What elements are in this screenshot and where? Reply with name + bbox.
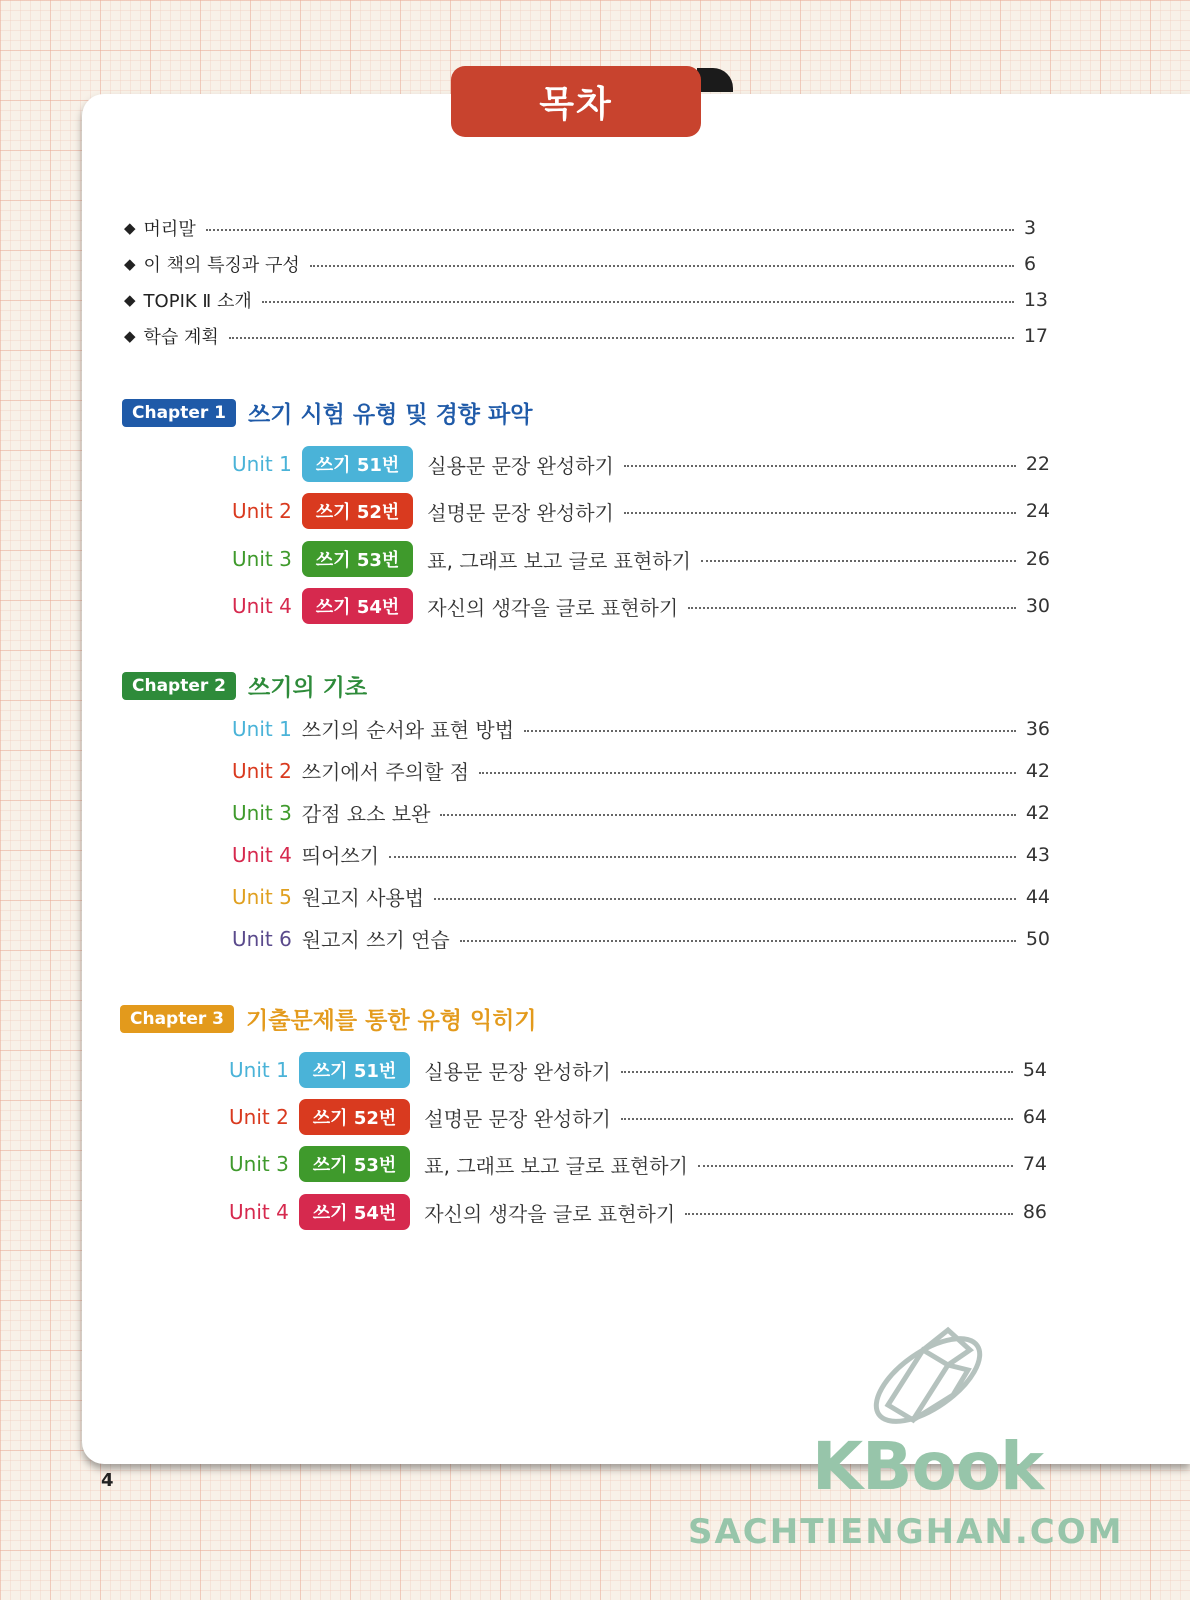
unit-label: Unit 4: [232, 842, 292, 867]
toc-entry-page: 36: [1025, 717, 1050, 740]
toc-entry-page: 64: [1022, 1106, 1047, 1128]
chapter-title: 쓰기의 기초: [248, 675, 368, 701]
page-number: 4: [101, 1470, 114, 1491]
unit-title: 설명문 문장 완성하기: [424, 1106, 611, 1131]
unit-title: 원고지 사용법: [301, 886, 425, 910]
unit-label: Unit 1: [229, 1058, 289, 1082]
unit-label: Unit 3: [232, 547, 292, 571]
toc-entry-label: 머리말: [143, 219, 196, 240]
leader-dots: [460, 940, 1016, 942]
unit-title: 원고지 쓰기 연습: [301, 928, 450, 952]
toc-entry-ch1-unit3[interactable]: [232, 541, 1050, 577]
chapter-title: 기출문제를 통한 유형 익히기: [246, 1008, 537, 1034]
leader-dots: [206, 229, 1014, 231]
toc-entry-page: 43: [1025, 843, 1050, 866]
unit-label: Unit 1: [232, 452, 292, 476]
toc-entry-page: 74: [1022, 1153, 1047, 1175]
diamond-bullet-icon: ◆: [124, 291, 136, 309]
toc-entry-ch3-unit2[interactable]: [229, 1099, 1047, 1135]
chapter-3-heading[interactable]: [120, 1002, 537, 1035]
toc-entry-label: 이 책의 특징과 구성: [143, 255, 300, 276]
toc-entry-label: TOPIK Ⅱ 소개: [143, 291, 252, 312]
unit-label: Unit 4: [232, 594, 292, 618]
toc-entry-page: 42: [1025, 759, 1050, 782]
question-tag: 쓰기 53번: [302, 541, 413, 577]
toc-entry-front-3[interactable]: [124, 286, 1048, 314]
unit-label: Unit 2: [229, 1105, 289, 1129]
toc-entry-page: 3: [1024, 217, 1037, 239]
unit-label: Unit 4: [229, 1200, 289, 1224]
toc-entry-ch1-unit4[interactable]: [232, 588, 1050, 624]
toc-entry-page: 54: [1022, 1059, 1047, 1081]
leader-dots: [698, 1165, 1013, 1167]
leader-dots: [310, 265, 1014, 267]
leader-dots: [440, 814, 1015, 816]
unit-title: 자신의 생각을 글로 표현하기: [424, 1201, 676, 1226]
unit-title: 자신의 생각을 글로 표현하기: [427, 595, 679, 620]
question-tag: 쓰기 52번: [299, 1099, 410, 1135]
leader-dots: [434, 898, 1016, 900]
leader-dots: [389, 856, 1016, 858]
toc-entry-page: 17: [1023, 325, 1048, 347]
unit-label: Unit 2: [232, 758, 292, 783]
toc-entry-ch2-unit1[interactable]: [232, 714, 1050, 743]
unit-label: Unit 3: [229, 1152, 289, 1176]
unit-title: 설명문 문장 완성하기: [427, 500, 614, 525]
chapter-title: 쓰기 시험 유형 및 경향 파악: [248, 402, 533, 428]
leader-dots: [624, 465, 1016, 467]
leader-dots: [229, 337, 1014, 339]
toc-entry-ch3-unit1[interactable]: [229, 1052, 1047, 1088]
leader-dots: [688, 607, 1016, 609]
leader-dots: [685, 1213, 1013, 1215]
leader-dots: [479, 772, 1016, 774]
toc-entry-ch2-unit2[interactable]: [232, 756, 1050, 785]
question-tag: 쓰기 54번: [302, 588, 413, 624]
chapter-2-heading[interactable]: [122, 669, 367, 702]
diamond-bullet-icon: ◆: [124, 255, 136, 273]
unit-title: 실용문 문장 완성하기: [424, 1059, 611, 1084]
question-tag: 쓰기 52번: [302, 493, 413, 529]
unit-title: 표, 그래프 보고 글로 표현하기: [424, 1153, 688, 1178]
toc-entry-page: 42: [1025, 801, 1050, 824]
unit-title: 실용문 문장 완성하기: [427, 453, 614, 478]
toc-entry-page: 86: [1022, 1201, 1047, 1223]
toc-entry-label: 학습 계획: [143, 327, 219, 348]
toc-entry-ch1-unit1[interactable]: [232, 446, 1050, 482]
leader-dots: [701, 560, 1016, 562]
unit-label: Unit 1: [232, 716, 292, 741]
chapter-badge: Chapter 1: [122, 399, 236, 427]
question-tag: 쓰기 51번: [302, 446, 413, 482]
diamond-bullet-icon: ◆: [124, 327, 136, 345]
toc-entry-page: 30: [1025, 595, 1050, 617]
toc-entry-front-4[interactable]: [124, 322, 1048, 350]
leader-dots: [624, 512, 1016, 514]
unit-title: 띄어쓰기: [301, 844, 380, 868]
diamond-bullet-icon: ◆: [124, 219, 136, 237]
watermark-brand: KBook: [812, 1428, 1044, 1505]
toc-entry-ch3-unit4[interactable]: [229, 1194, 1047, 1230]
title-tab-fold: [697, 68, 733, 92]
question-tag: 쓰기 51번: [299, 1052, 410, 1088]
toc-entry-ch2-unit3[interactable]: [232, 798, 1050, 827]
toc-entry-front-1[interactable]: [124, 214, 1048, 242]
toc-entry-ch1-unit2[interactable]: [232, 493, 1050, 529]
chapter-1-heading[interactable]: [122, 396, 532, 429]
unit-label: Unit 3: [232, 800, 292, 825]
unit-title: 쓰기의 순서와 표현 방법: [301, 718, 515, 742]
leader-dots: [524, 730, 1016, 732]
toc-entry-front-2[interactable]: [124, 250, 1048, 278]
chapter-badge: Chapter 3: [120, 1005, 234, 1033]
toc-entry-page: 24: [1025, 500, 1050, 522]
unit-label: Unit 6: [232, 926, 292, 951]
question-tag: 쓰기 54번: [299, 1194, 410, 1230]
question-tag: 쓰기 53번: [299, 1146, 410, 1182]
unit-title: 쓰기에서 주의할 점: [301, 760, 470, 784]
unit-label: Unit 5: [232, 884, 292, 909]
toc-entry-ch3-unit3[interactable]: [229, 1146, 1047, 1182]
toc-entry-page: 13: [1023, 289, 1048, 311]
leader-dots: [621, 1071, 1013, 1073]
toc-entry-page: 44: [1025, 885, 1050, 908]
toc-entry-ch2-unit6[interactable]: [232, 924, 1050, 953]
leader-dots: [262, 301, 1014, 303]
toc-entry-page: 26: [1025, 548, 1050, 570]
unit-label: Unit 2: [232, 499, 292, 523]
toc-entry-ch2-unit4[interactable]: [232, 840, 1050, 869]
unit-title: 감점 요소 보완: [301, 802, 431, 826]
watermark-site: SACHTIENGHAN.COM: [688, 1512, 1124, 1552]
leader-dots: [621, 1118, 1013, 1120]
chapter-badge: Chapter 2: [122, 672, 236, 700]
unit-title: 표, 그래프 보고 글로 표현하기: [427, 548, 691, 573]
page-title: 목차: [451, 66, 701, 137]
toc-entry-page: 50: [1025, 927, 1050, 950]
toc-entry-ch2-unit5[interactable]: [232, 882, 1050, 911]
toc-entry-page: 22: [1025, 453, 1050, 475]
toc-entry-page: 6: [1024, 253, 1037, 275]
